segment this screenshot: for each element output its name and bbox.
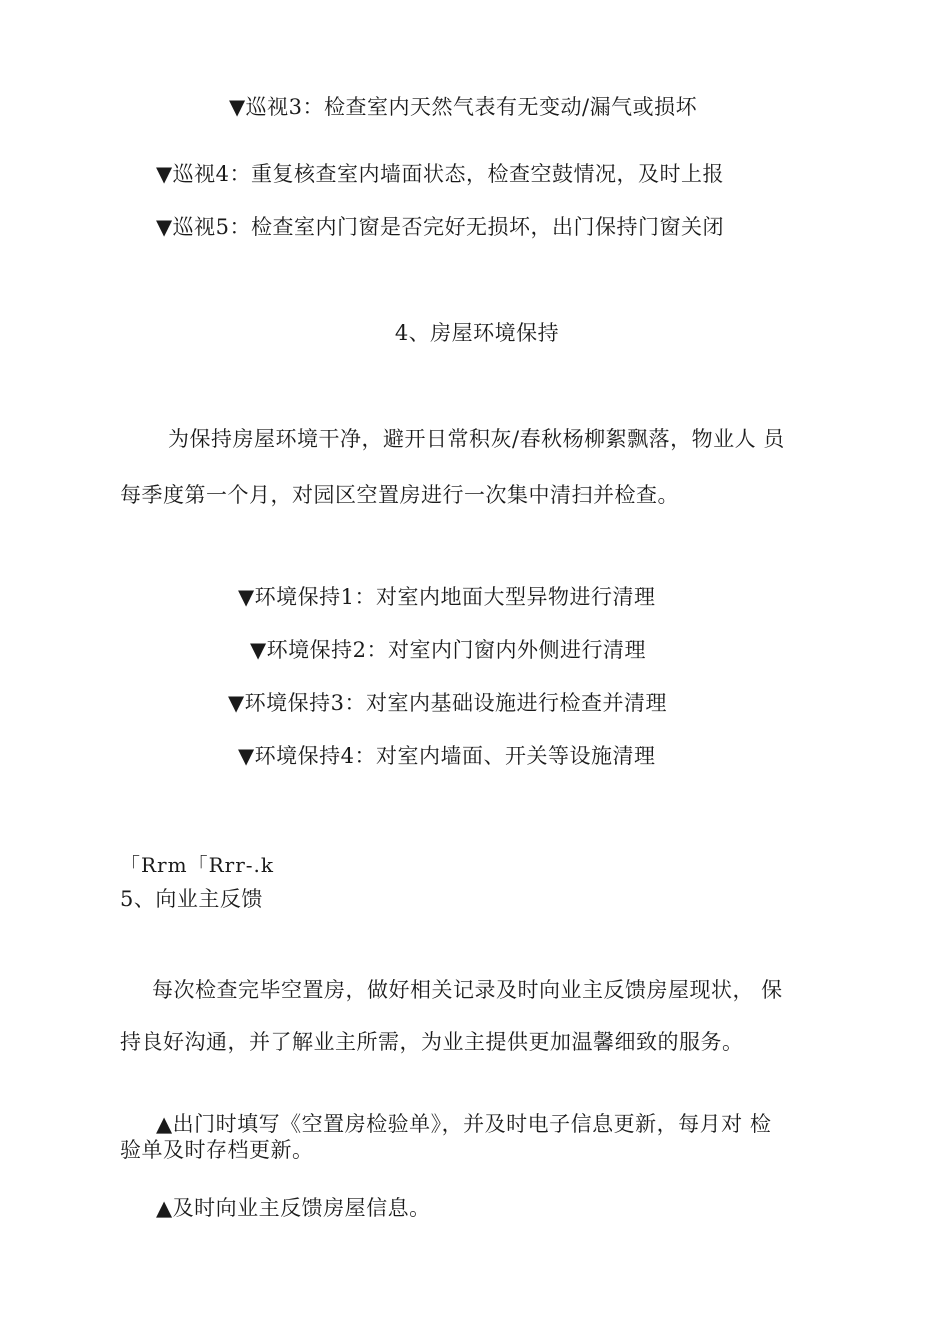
feedback-bullet-1-line-2: 验单及时存档更新。 bbox=[120, 1138, 314, 1162]
stray-ocr-text: 「Rrm「Rrr-.k bbox=[120, 853, 274, 877]
environment-item-1: ▼环境保持1：对室内地面大型异物进行清理 bbox=[238, 585, 656, 609]
patrol-item-3: ▼巡视3：检查室内天然气表有无变动/漏气或损坏 bbox=[229, 95, 698, 119]
patrol-item-5: ▼巡视5：检查室内门窗是否完好无损坏，出门保持门窗关闭 bbox=[156, 215, 725, 239]
environment-item-2: ▼环境保持2：对室内门窗内外侧进行清理 bbox=[250, 638, 647, 662]
section-4-paragraph-line-1: 为保持房屋环境干净，避开日常积灰/春秋杨柳絮飘落，物业人 员 bbox=[168, 427, 785, 451]
feedback-bullet-2: ▲及时向业主反馈房屋信息。 bbox=[156, 1196, 431, 1220]
section-5-paragraph-line-2: 持良好沟通，并了解业主所需，为业主提供更加温馨细致的服务。 bbox=[120, 1030, 744, 1054]
section-5-paragraph-line-1: 每次检查完毕空置房，做好相关记录及时向业主反馈房屋现状， 保 bbox=[152, 978, 783, 1002]
feedback-bullet-1-line-1: ▲出门时填写《空置房检验单》，并及时电子信息更新，每月对 检 bbox=[156, 1112, 772, 1136]
section-4-heading: 4、房屋环境保持 bbox=[394, 321, 560, 345]
patrol-item-4: ▼巡视4：重复核查室内墙面状态，检查空鼓情况，及时上报 bbox=[156, 162, 725, 186]
environment-item-4: ▼环境保持4：对室内墙面、开关等设施清理 bbox=[238, 744, 656, 768]
environment-item-3: ▼环境保持3：对室内基础设施进行检查并清理 bbox=[228, 691, 668, 715]
section-4-paragraph-line-2: 每季度第一个月，对园区空置房进行一次集中清扫并检查。 bbox=[120, 483, 679, 507]
section-5-heading: 5、向业主反馈 bbox=[120, 887, 263, 911]
